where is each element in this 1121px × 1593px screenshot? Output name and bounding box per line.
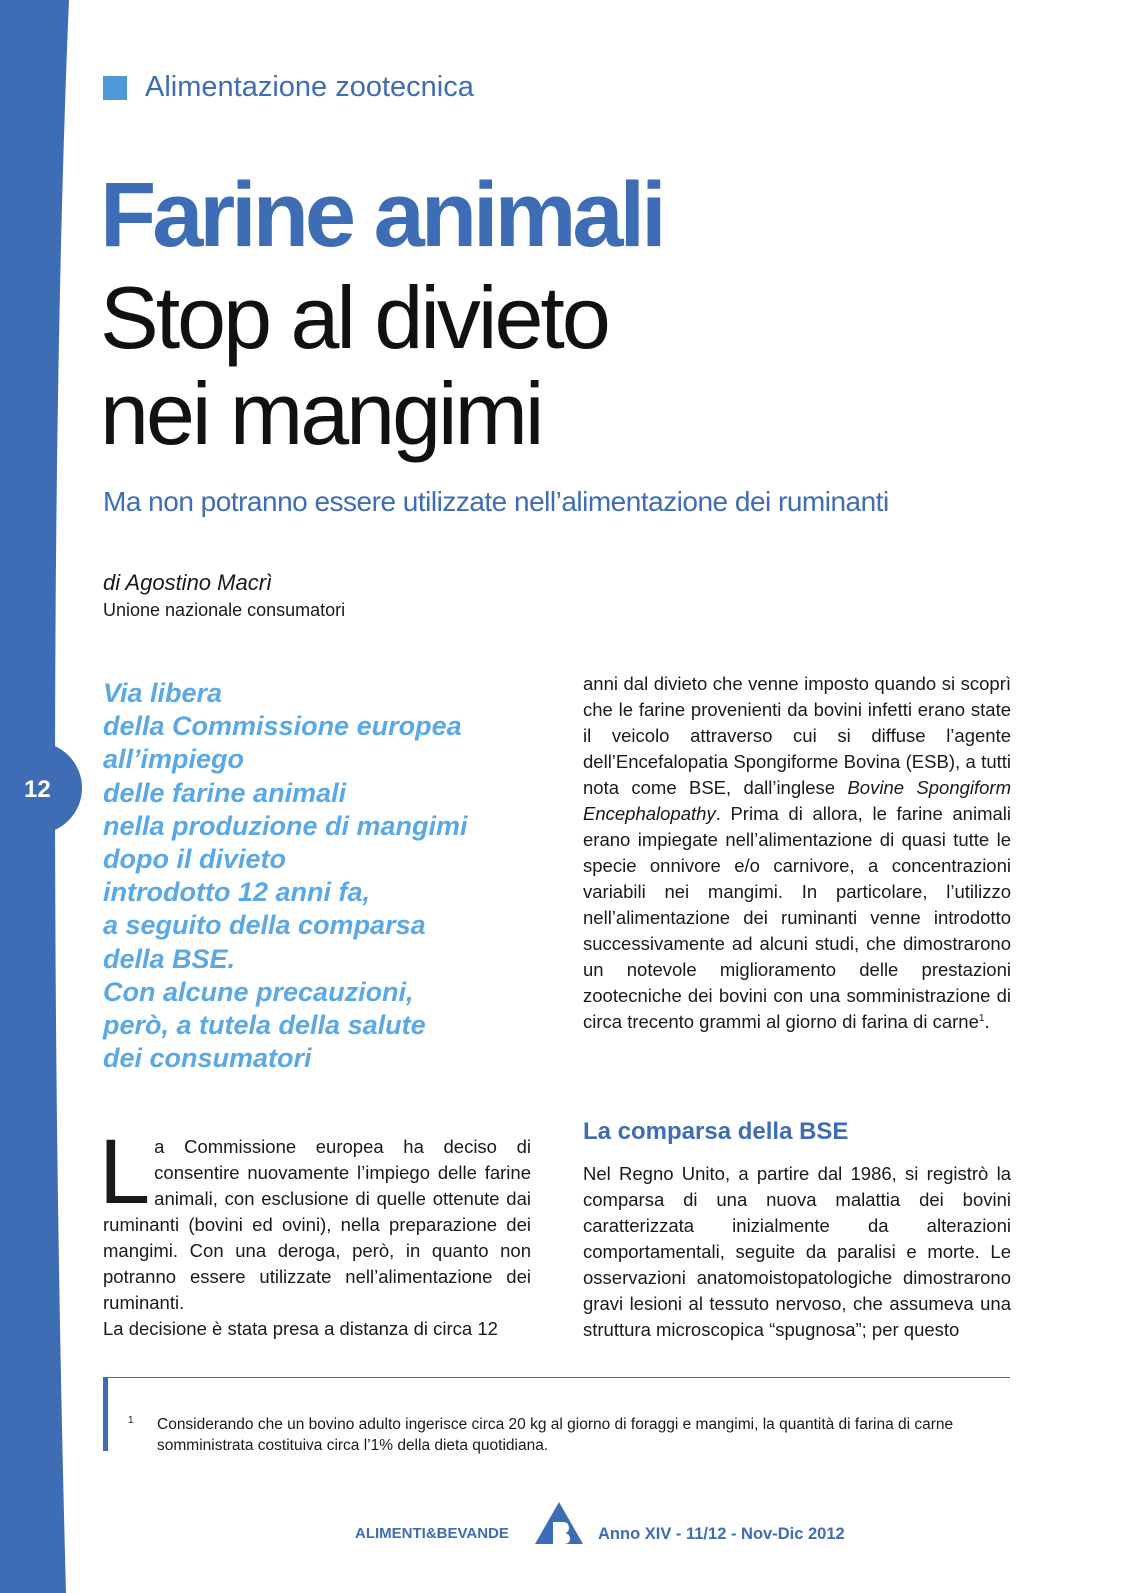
section-header — [103, 71, 474, 104]
lead-line: delle farine animali — [103, 777, 347, 808]
lead-line: dei consumatori — [103, 1043, 312, 1074]
footnote-text: Considerando che un bovino adulto ingerisce circa 20 kg al giorno di foraggi e mangimi, la quantità di farina di carne somministrata costituiva circa l’1% della dieta quotidiana. — [157, 1416, 954, 1454]
lead-line: nella produzione di mangimi — [103, 810, 468, 841]
magazine-name: ALIMENTI&BEVANDE — [355, 1525, 509, 1542]
lead-paragraph — [103, 677, 563, 1075]
title-main: Farine animali — [100, 164, 663, 266]
footnote-mark: 1 — [128, 1415, 134, 1426]
body-paragraph: Nel Regno Unito, a partire dal 1986, si registrò la comparsa di una nuova malattia dei bovini caratterizzata inizialmente da alterazioni comportamentali, seguite da paralisi e morte. Le osservazioni anatomoistopatologiche dimostrarono gravi lesioni al tessuto nervoso, che assumeva una struttura microscopica “spugnosa”; per questo — [583, 1163, 1011, 1340]
lead-line: introdotto 12 anni fa, — [103, 877, 370, 908]
footnote-reference: 1 — [978, 1012, 985, 1024]
page-number: 12 — [24, 776, 51, 803]
body-italic-term: Bovine Spongiform Encephalopathy — [583, 777, 1012, 824]
lead-line: della BSE. — [103, 943, 236, 974]
drop-cap: L — [99, 1121, 151, 1223]
title-line-2: Stop al divieto — [100, 268, 608, 367]
section-label: Alimentazione zootecnica — [145, 71, 474, 103]
lead-line: all’impiego — [103, 744, 245, 775]
author-name: di Agostino Macrì — [103, 570, 273, 595]
footnote-divider — [103, 1377, 1010, 1378]
lead-line: dopo il divieto — [103, 844, 286, 875]
subtitle: Ma non potranno essere utilizzate nell’alimentazione dei ruminanti — [103, 486, 889, 517]
body-text: anni dal divieto che venne imposto quando si scoprì che le farine provenienti da bovini infetti erano state il veicolo attraverso cui si diffuse l’agente dell’Encefalopatia Spongiforme Bovina (ESB), a tutti nota come BSE, dall’inglese — [583, 673, 1011, 798]
section-subheading: La comparsa della BSE — [583, 1118, 849, 1145]
body-paragraph: La decisione è stata presa a distanza di circa 12 — [103, 1318, 498, 1339]
lead-line: Con alcune precauzioni, — [103, 976, 414, 1007]
body-paragraph — [99, 1121, 531, 1316]
issue-info: Anno XIV - 11/12 - Nov-Dic 2012 — [598, 1525, 845, 1543]
lead-line: a seguito della comparsa — [103, 910, 426, 941]
magazine-logo-icon — [533, 1500, 585, 1546]
body-column-left — [99, 1121, 531, 1342]
body-paragraph — [583, 671, 1011, 1035]
title-line-3: nei mangimi — [100, 364, 542, 463]
title-secondary — [100, 270, 608, 462]
footnote-accent-bar — [103, 1377, 108, 1451]
body-column-right-bottom — [583, 1161, 1011, 1343]
lead-line: però, a tutela della salute — [103, 1010, 426, 1041]
lead-line: Via libera — [103, 678, 223, 708]
author-affiliation: Unione nazionale consumatori — [103, 600, 346, 620]
body-column-right-top — [583, 671, 1011, 1035]
section-square-icon — [103, 76, 127, 100]
lead-line: della Commissione europea — [103, 711, 462, 742]
body-text: a Commissione europea ha deciso di consentire nuovamente l’impiego delle farine animali, con esclusione di quelle ottenute dai ruminanti (bovini ed ovini), nella preparazione dei mangimi. Con una deroga, però, in quanto non potranno essere utilizzate nell’alimentazione dei ruminanti. — [103, 1136, 531, 1313]
body-text: . Prima di allora, le farine animali erano impiegate nell’alimentazione di quasi tutte le specie onnivore e/o carnivore, a concentrazioni variabili nei mangimi. In particolare, l’utilizzo nell’alimentazione dei ruminanti venne introdotto successivamente ad alcuni studi, che dimostrarono un notevole miglioramento delle prestazioni zootecniche dei bovini con una somministrazione di circa trecento grammi al giorno di farina di carne — [583, 803, 1011, 1032]
body-text: . — [984, 1011, 990, 1032]
